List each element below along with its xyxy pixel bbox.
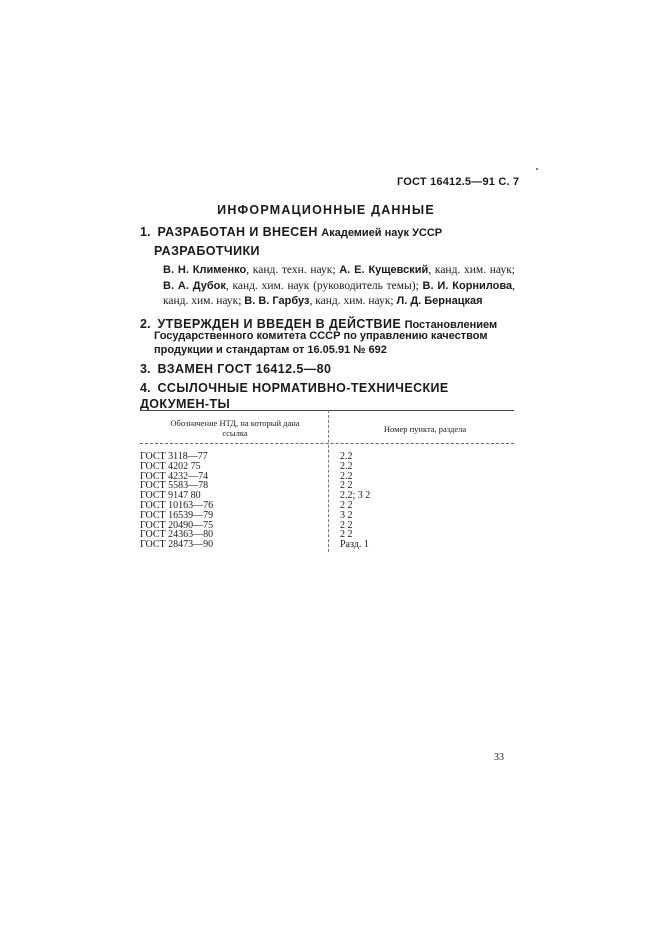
section-cell: 2 2 <box>340 529 353 541</box>
section-number: 1. <box>140 225 151 239</box>
column-header-document: Обозначение НТД, на который дана ссылка <box>170 418 300 438</box>
section-heading: УТВЕРЖДЕН И ВВЕДЕН В ДЕЙСТВИЕ <box>157 317 402 331</box>
doc-cell: ГОСТ 24363—80 <box>140 529 214 541</box>
developer-name: В. Н. Клименко <box>163 264 247 276</box>
developer-name: А. Е. Кущевский <box>339 264 429 276</box>
doc-cell: ГОСТ 9147 80 <box>140 490 201 502</box>
developer-title: , канд. хим. наук (руководитель темы); <box>225 279 423 292</box>
table-header-rule <box>140 443 514 444</box>
doc-cell: ГОСТ 20490—75 <box>140 519 214 531</box>
page-number: 33 <box>494 752 504 763</box>
section-text: Постановлением <box>404 319 498 331</box>
section-text: Академией наук УССР <box>321 227 443 239</box>
section-developed <box>140 224 514 241</box>
table-row <box>140 540 514 550</box>
section-heading: РАЗРАБОТАН И ВНЕСЕН <box>157 225 318 239</box>
section-heading: ВЗАМЕН ГОСТ 16412.5—80 <box>157 362 332 376</box>
standard-code-header: ГОСТ 16412.5—91 С. 7 <box>397 176 520 188</box>
section-number: 2. <box>140 317 151 331</box>
section-cell: 2.2 <box>340 470 353 482</box>
developer-title: , канд. хим. наук; <box>309 295 397 307</box>
developers-list <box>163 263 515 310</box>
doc-cell: ГОСТ 16539—79 <box>140 509 214 521</box>
developer-title: , канд. хим. наук; <box>163 279 515 307</box>
doc-cell: ГОСТ 3118—77 <box>140 451 208 462</box>
section-cell: 2 2 <box>340 480 353 492</box>
developer-name: Л. Д. Бернацкая <box>396 295 483 307</box>
developer-title: , канд. техн. наук; <box>246 264 340 276</box>
developer-title: , канд. хим. наук; <box>428 264 515 276</box>
page-title: ИНФОРМАЦИОННЫЕ ДАННЫЕ <box>217 203 435 217</box>
developer-name: В. И. Корнилова <box>422 279 513 292</box>
section-cell: 2 2 <box>340 499 353 511</box>
doc-cell: ГОСТ 4232—74 <box>140 470 209 482</box>
doc-cell: ГОСТ 5583—78 <box>140 480 209 492</box>
section-number: 4. <box>140 381 151 395</box>
section-cell: 3 2 <box>340 509 353 521</box>
section-cell: 2.2; 3 2 <box>340 490 371 502</box>
developer-name: В. В. Гарбуз <box>244 295 310 307</box>
approved-details: Государственного комитета СССР по управлению качеством продукции и стандартам от 16.05.91 № 692 <box>154 330 488 356</box>
section-references <box>140 380 514 412</box>
section-cell: Разд. 1 <box>340 539 369 551</box>
developer-name: В. А. Дубок <box>163 279 226 292</box>
section-replaced <box>140 361 514 377</box>
doc-cell: ГОСТ 28473—90 <box>140 539 214 551</box>
section-heading: ССЫЛОЧНЫЕ НОРМАТИВНО-ТЕХНИЧЕСКИЕ ДОКУМЕН-ТЫ <box>140 381 449 411</box>
section-cell: 2 2 <box>340 519 353 531</box>
doc-cell: ГОСТ 10163—76 <box>140 499 214 511</box>
column-header-section: Номер пункта, раздела <box>383 424 467 434</box>
doc-cell: ГОСТ 4202 75 <box>140 460 201 472</box>
table-top-rule <box>140 410 514 411</box>
developers-heading: РАЗРАБОТЧИКИ <box>154 244 260 258</box>
reference-table-body <box>140 452 514 550</box>
section-cell: 2.2 <box>340 451 353 462</box>
section-cell: 2.2 <box>340 460 353 472</box>
print-speck <box>536 168 538 170</box>
section-number: 3. <box>140 362 151 376</box>
